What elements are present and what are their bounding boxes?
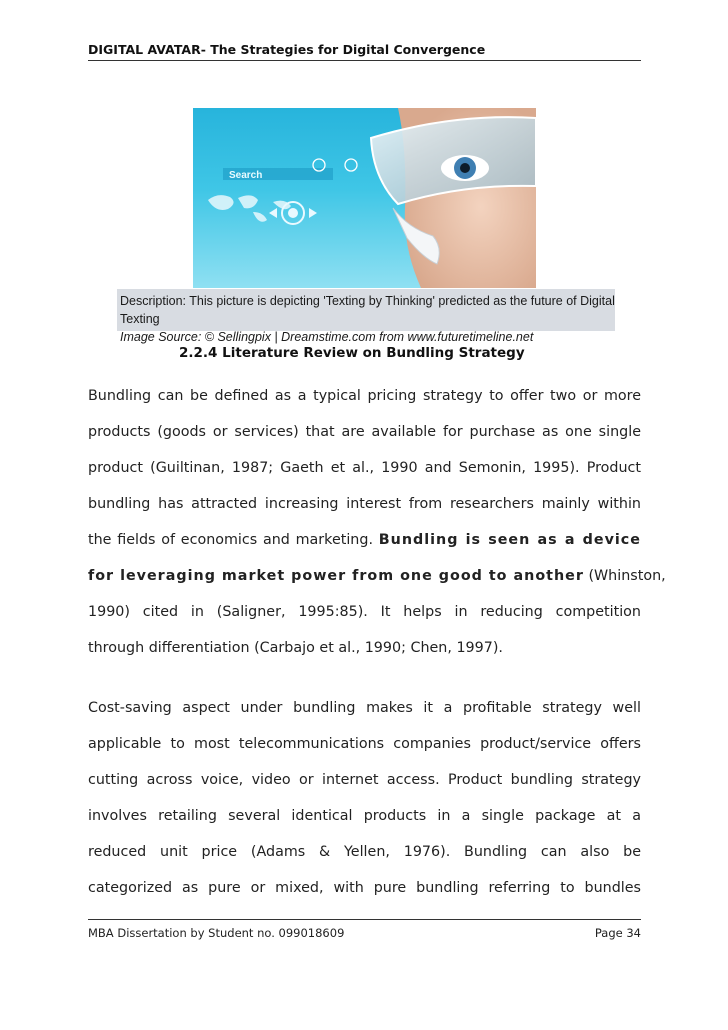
page-number: Page 34	[594, 926, 641, 940]
search-label: Search	[229, 170, 263, 181]
paragraph-line-mixed	[88, 558, 666, 594]
paragraph-line: product (Guiltinan, 1987; Gaeth et al., 1990 and Semonin, 1995). Product	[88, 460, 641, 476]
bold-emphasis-1: Bundling is seen as a device	[378, 532, 641, 548]
paragraph-line: reduced unit price (Adams & Yellen, 1976). Bundling can also be	[88, 844, 641, 860]
paragraph-line: 1990) cited in (Saligner, 1995:85). It helps in reducing competition	[88, 604, 641, 620]
paragraph-line: cutting across voice, video or internet access. Product bundling strategy	[88, 772, 641, 788]
paragraph-line: Cost-saving aspect under bundling makes it a profitable strategy well	[88, 700, 641, 716]
bold-emphasis-2: for leveraging market power from one good to another	[88, 568, 584, 584]
paragraph-text: (Whinston,	[588, 568, 666, 584]
paragraph-text: the fields of economics and marketing.	[88, 532, 373, 548]
paragraph-line: bundling has attracted increasing interest from researchers mainly within	[88, 496, 641, 512]
paragraph-line: products (goods or services) that are available for purchase as one single	[88, 424, 641, 440]
texting-by-thinking-illustration	[193, 108, 536, 288]
section-title: 2.2.4 Literature Review on Bundling Strategy	[179, 345, 525, 361]
paragraph-line: involves retailing several identical products in a single package at a	[88, 808, 641, 824]
paragraph-line: categorized as pure or mixed, with pure bundling referring to bundles	[88, 880, 641, 896]
page-header-title: DIGITAL AVATAR- The Strategies for Digital Convergence	[88, 42, 486, 57]
header-divider	[88, 60, 641, 61]
figure-image	[193, 108, 536, 288]
figure-caption	[117, 289, 615, 344]
footer-divider	[88, 919, 641, 920]
paragraph-2	[88, 690, 641, 906]
paragraph-line: through differentiation (Carbajo et al., 1990; Chen, 1997).	[88, 640, 503, 656]
figure-source: Image Source: © Sellingpix | Dreamstime.com from www.futuretimeline.net	[120, 330, 534, 344]
footer-left-text: MBA Dissertation by Student no. 099018609	[88, 926, 345, 940]
paragraph-1	[88, 378, 666, 666]
paragraph-line: Bundling can be defined as a typical pricing strategy to offer two or more	[88, 388, 641, 404]
figure-description: Description: This picture is depicting 'Texting by Thinking' predicted as the future of Digital Texting	[120, 294, 615, 326]
paragraph-line: applicable to most telecommunications companies product/service offers	[88, 736, 641, 752]
paragraph-line-mixed	[88, 522, 641, 558]
